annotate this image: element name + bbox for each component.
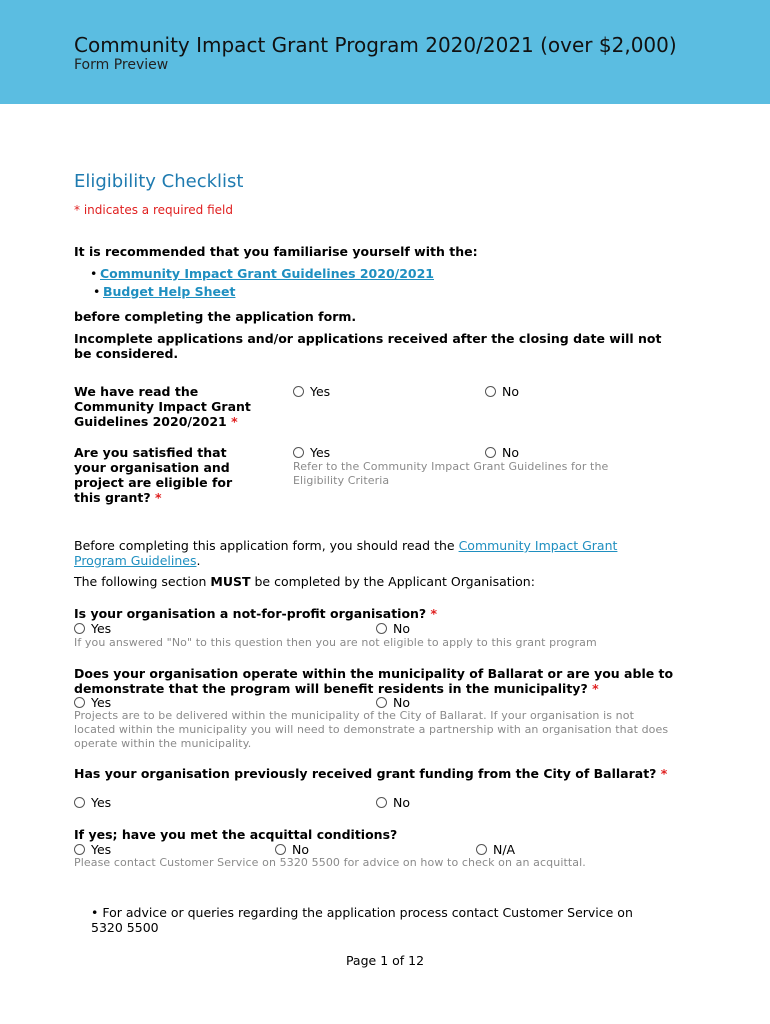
q5-label bbox=[74, 766, 689, 781]
following-prefix: The following section bbox=[74, 574, 211, 589]
bullet-icon: • bbox=[91, 905, 99, 920]
section-title: Eligibility Checklist bbox=[74, 171, 244, 192]
q3-label-text: Is your organisation a not-for-profit organisation? bbox=[74, 606, 427, 621]
q2-hint: Refer to the Community Impact Grant Guidelines for the Eligibility Criteria bbox=[293, 460, 609, 487]
radio-circle-icon bbox=[74, 844, 85, 855]
q3-yes-label: Yes bbox=[91, 621, 112, 636]
radio-circle-icon bbox=[74, 623, 85, 634]
radio-circle-icon bbox=[485, 447, 496, 458]
required-star: * bbox=[592, 681, 599, 696]
q4-label-text: Does your organisation operate within the municipality of Ballarat or are you able to demonstrate that the program will benefit residents in the municipality? bbox=[74, 666, 674, 696]
q1-label bbox=[74, 384, 274, 429]
following-section-text bbox=[74, 574, 535, 589]
before-completing-text bbox=[74, 538, 664, 568]
q6-no-label: No bbox=[292, 842, 309, 857]
radio-circle-icon bbox=[74, 797, 85, 808]
required-star: * bbox=[231, 414, 238, 429]
must-text: MUST bbox=[210, 574, 251, 589]
form-subtitle: Form Preview bbox=[74, 57, 169, 73]
q3-no-radio[interactable] bbox=[376, 621, 410, 636]
required-star: * bbox=[154, 490, 162, 505]
q2-yes-radio[interactable] bbox=[293, 445, 330, 460]
q6-yes-radio[interactable] bbox=[74, 842, 111, 857]
radio-circle-icon bbox=[74, 697, 85, 708]
radio-circle-icon bbox=[275, 844, 286, 855]
radio-circle-icon bbox=[376, 623, 387, 634]
q4-yes-label: Yes bbox=[91, 695, 112, 710]
required-star: * bbox=[660, 766, 668, 781]
q5-no-label: No bbox=[393, 795, 410, 810]
q3-no-label: No bbox=[393, 621, 410, 636]
budget-help-link[interactable]: • Budget Help Sheet bbox=[103, 284, 235, 299]
q3-label bbox=[74, 606, 437, 621]
q6-na-label: N/A bbox=[493, 842, 516, 857]
radio-circle-icon bbox=[293, 386, 304, 397]
q5-no-radio[interactable] bbox=[376, 795, 410, 810]
q4-yes-radio[interactable] bbox=[74, 695, 111, 710]
q1-label-text: We have read the Community Impact Grant Guidelines 2020/2021 bbox=[74, 384, 251, 429]
required-star: * bbox=[430, 606, 438, 621]
q6-hint: Please contact Customer Service on 5320 5500 for advice on how to check on an acquittal. bbox=[74, 856, 586, 869]
q5-yes-radio[interactable] bbox=[74, 795, 111, 810]
q2-yes-label: Yes bbox=[310, 445, 331, 460]
q1-yes-label: Yes bbox=[310, 384, 331, 399]
q5-yes-label: Yes bbox=[91, 795, 112, 810]
before-text: before completing the application form. bbox=[74, 309, 357, 324]
header-banner bbox=[0, 0, 770, 104]
q2-no-radio[interactable] bbox=[485, 445, 519, 460]
radio-circle-icon bbox=[376, 797, 387, 808]
radio-circle-icon bbox=[376, 697, 387, 708]
advice-text: For advice or queries regarding the application process contact Customer Service on 5320 5500 bbox=[91, 905, 633, 935]
radio-circle-icon bbox=[476, 844, 487, 855]
q5-label-text: Has your organisation previously received grant funding from the City of Ballarat? bbox=[74, 766, 657, 781]
radio-circle-icon bbox=[293, 447, 304, 458]
q2-label bbox=[74, 445, 259, 505]
q6-na-radio[interactable] bbox=[476, 842, 515, 857]
form-title: Community Impact Grant Program 2020/2021 (over $2,000) bbox=[74, 33, 677, 57]
q6-no-radio[interactable] bbox=[275, 842, 309, 857]
required-note: * indicates a required field bbox=[74, 203, 233, 217]
incomplete-text: Incomplete applications and/or applications received after the closing date will not be considered. bbox=[74, 331, 662, 361]
q1-no-label: No bbox=[502, 384, 519, 399]
program-guidelines-link[interactable]: Community Impact Grant Program Guidelines bbox=[74, 538, 618, 568]
following-suffix: be completed by the Applicant Organisation: bbox=[250, 574, 535, 589]
guidelines-link[interactable]: • Community Impact Grant Guidelines 2020/2021 bbox=[100, 266, 434, 281]
q4-no-radio[interactable] bbox=[376, 695, 410, 710]
page-indicator: Page 1 of 12 bbox=[345, 953, 425, 968]
q2-label-text: Are you satisfied that your organisation and project are eligible for this grant? bbox=[74, 445, 233, 505]
recommend-text: It is recommended that you familiarise yourself with the: bbox=[74, 244, 478, 259]
q1-yes-radio[interactable] bbox=[293, 384, 330, 399]
advice-item bbox=[91, 905, 661, 935]
radio-circle-icon bbox=[485, 386, 496, 397]
q6-label: If yes; have you met the acquittal conditions? bbox=[74, 827, 398, 842]
q4-no-label: No bbox=[393, 695, 410, 710]
q4-label bbox=[74, 666, 689, 696]
q4-hint: Projects are to be delivered within the municipality of the City of Ballarat. If your organisation is not located within the municipality you will need to demonstrate a partnership with an organisation that does operate within the municipality. bbox=[74, 709, 669, 750]
q3-yes-radio[interactable] bbox=[74, 621, 111, 636]
before-prefix: Before completing this application form, you should read the bbox=[74, 538, 459, 553]
q1-no-radio[interactable] bbox=[485, 384, 519, 399]
q6-yes-label: Yes bbox=[91, 842, 112, 857]
q3-hint: If you answered "No" to this question then you are not eligible to apply to this grant program bbox=[74, 636, 597, 649]
q2-no-label: No bbox=[502, 445, 519, 460]
before-suffix: . bbox=[196, 553, 201, 568]
